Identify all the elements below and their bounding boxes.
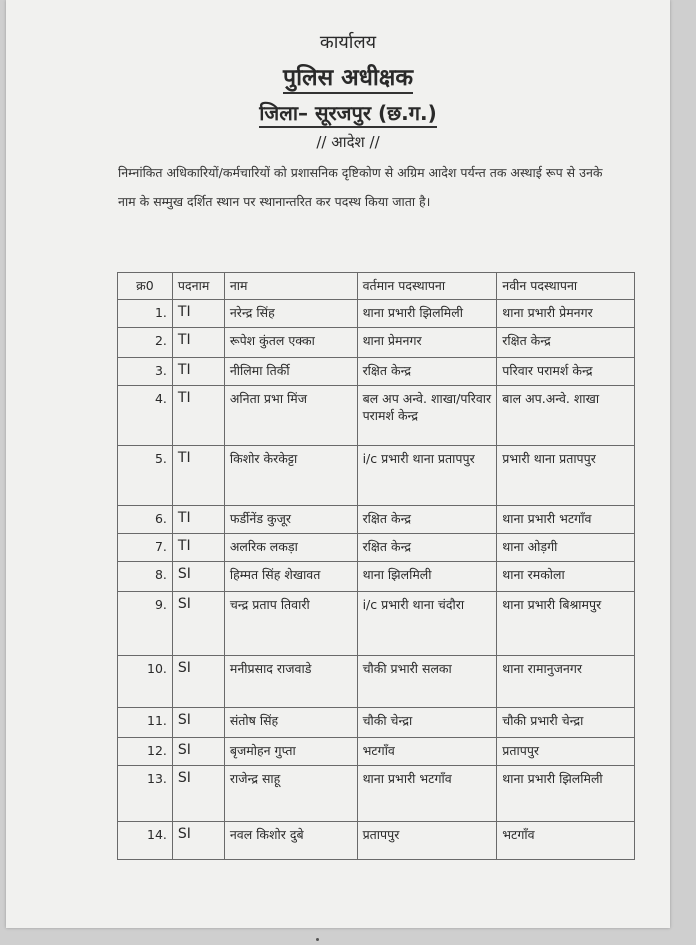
table-row [118,386,635,446]
cell-serial: 3. [118,358,173,386]
cell-current-posting: चौकी चेन्द्रा [357,708,497,738]
cell-current-posting: i/c प्रभारी थाना प्रतापपुर [357,446,497,506]
cell-serial: 11. [118,708,173,738]
col-header-designation: पदनाम [172,273,224,300]
cell-designation: TI [172,386,224,446]
table-row [118,656,635,708]
table-row [118,562,635,592]
cell-serial: 14. [118,822,173,860]
table-row [118,738,635,766]
cell-designation: SI [172,738,224,766]
cell-name: अनिता प्रभा मिंज [224,386,357,446]
cell-name: नवल किशोर दुबे [224,822,357,860]
table-row [118,534,635,562]
cell-new-posting: थाना रामानुजनगर [497,656,635,708]
cell-name: बृजमोहन गुप्ता [224,738,357,766]
cell-serial: 8. [118,562,173,592]
cell-current-posting: रक्षित केन्द्र [357,358,497,386]
page-mark [316,938,319,941]
cell-name: चन्द्र प्रताप तिवारी [224,592,357,656]
cell-new-posting: थाना प्रभारी बिश्रामपुर [497,592,635,656]
cell-new-posting: थाना प्रभारी भटगाँव [497,506,635,534]
cell-serial: 7. [118,534,173,562]
cell-new-posting: थाना ओड़गी [497,534,635,562]
table-row [118,446,635,506]
cell-serial: 2. [118,328,173,358]
col-header-sn: क्र0 [118,273,173,300]
cell-designation: SI [172,592,224,656]
cell-new-posting: प्रतापपुर [497,738,635,766]
cell-name: हिम्मत सिंह शेखावत [224,562,357,592]
cell-new-posting: बाल अप.अन्वे. शाखा [497,386,635,446]
table-row [118,766,635,822]
cell-designation: SI [172,766,224,822]
cell-serial: 12. [118,738,173,766]
col-header-current-posting: वर्तमान पदस्थापना [357,273,497,300]
cell-designation: TI [172,506,224,534]
col-header-new-posting: नवीन पदस्थापना [497,273,635,300]
cell-serial: 10. [118,656,173,708]
table-row [118,328,635,358]
table-row [118,822,635,860]
cell-current-posting: थाना प्रभारी झिलमिली [357,300,497,328]
cell-current-posting: थाना झिलमिली [357,562,497,592]
transfer-table [117,272,635,860]
table-row [118,358,635,386]
cell-designation: TI [172,328,224,358]
cell-name: किशोर केरकेट्टा [224,446,357,506]
cell-serial: 5. [118,446,173,506]
office-heading: कार्यालय [319,32,377,53]
cell-name: अलरिक लकड़ा [224,534,357,562]
cell-new-posting: प्रभारी थाना प्रतापपुर [497,446,635,506]
cell-serial: 13. [118,766,173,822]
cell-current-posting: थाना प्रभारी भटगाँव [357,766,497,822]
cell-name: मनीप्रसाद राजवाडे [224,656,357,708]
cell-designation: TI [172,358,224,386]
cell-new-posting: भटगाँव [497,822,635,860]
cell-name: रूपेश कुंतल एक्का [224,328,357,358]
cell-new-posting: रक्षित केन्द्र [497,328,635,358]
cell-current-posting: i/c प्रभारी थाना चंदौरा [357,592,497,656]
cell-name: संतोष सिंह [224,708,357,738]
cell-new-posting: थाना प्रभारी प्रेमनगर [497,300,635,328]
table-row [118,300,635,328]
cell-name: नीलिमा तिर्की [224,358,357,386]
title-text: पुलिस अधीक्षक [283,65,413,94]
order-heading: // आदेश // [316,133,380,151]
district-text: जिला– सूरजपुर (छ.ग.) [259,101,437,128]
cell-new-posting: थाना प्रभारी झिलमिली [497,766,635,822]
cell-designation: TI [172,446,224,506]
cell-new-posting: थाना रमकोला [497,562,635,592]
cell-designation: SI [172,822,224,860]
cell-serial: 9. [118,592,173,656]
cell-current-posting: भटगाँव [357,738,497,766]
table-row [118,708,635,738]
cell-designation: SI [172,562,224,592]
cell-current-posting: थाना प्रेमनगर [357,328,497,358]
table-header-row [118,273,635,300]
table-row [118,592,635,656]
cell-current-posting: रक्षित केन्द्र [357,506,497,534]
cell-serial: 6. [118,506,173,534]
cell-current-posting: रक्षित केन्द्र [357,534,497,562]
cell-designation: TI [172,300,224,328]
cell-designation: TI [172,534,224,562]
cell-new-posting: चौकी प्रभारी चेन्द्रा [497,708,635,738]
cell-name: फर्डीनेंड कुजूर [224,506,357,534]
intro-paragraph: निम्नांकित अधिकारियों/कर्मचारियों को प्रशासनिक दृष्टिकोण से अग्रिम आदेश पर्यन्त तक अस्थाई रूप से उनके नाम के सम्मुख दर्शित स्थान पर स्थानान्तरित कर पदस्थ किया जाता है। [118,165,603,209]
district-heading [0,99,696,126]
cell-current-posting: चौकी प्रभारी सलका [357,656,497,708]
cell-name: नरेन्द्र सिंह [224,300,357,328]
cell-current-posting: प्रतापपुर [357,822,497,860]
col-header-name: नाम [224,273,357,300]
page-title [0,60,696,92]
table-row [118,506,635,534]
cell-new-posting: परिवार परामर्श केन्द्र [497,358,635,386]
cell-current-posting: बल अप अन्वे. शाखा/परिवार परामर्श केन्द्र [357,386,497,446]
cell-serial: 1. [118,300,173,328]
cell-designation: SI [172,656,224,708]
cell-name: राजेन्द्र साहू [224,766,357,822]
cell-serial: 4. [118,386,173,446]
cell-designation: SI [172,708,224,738]
